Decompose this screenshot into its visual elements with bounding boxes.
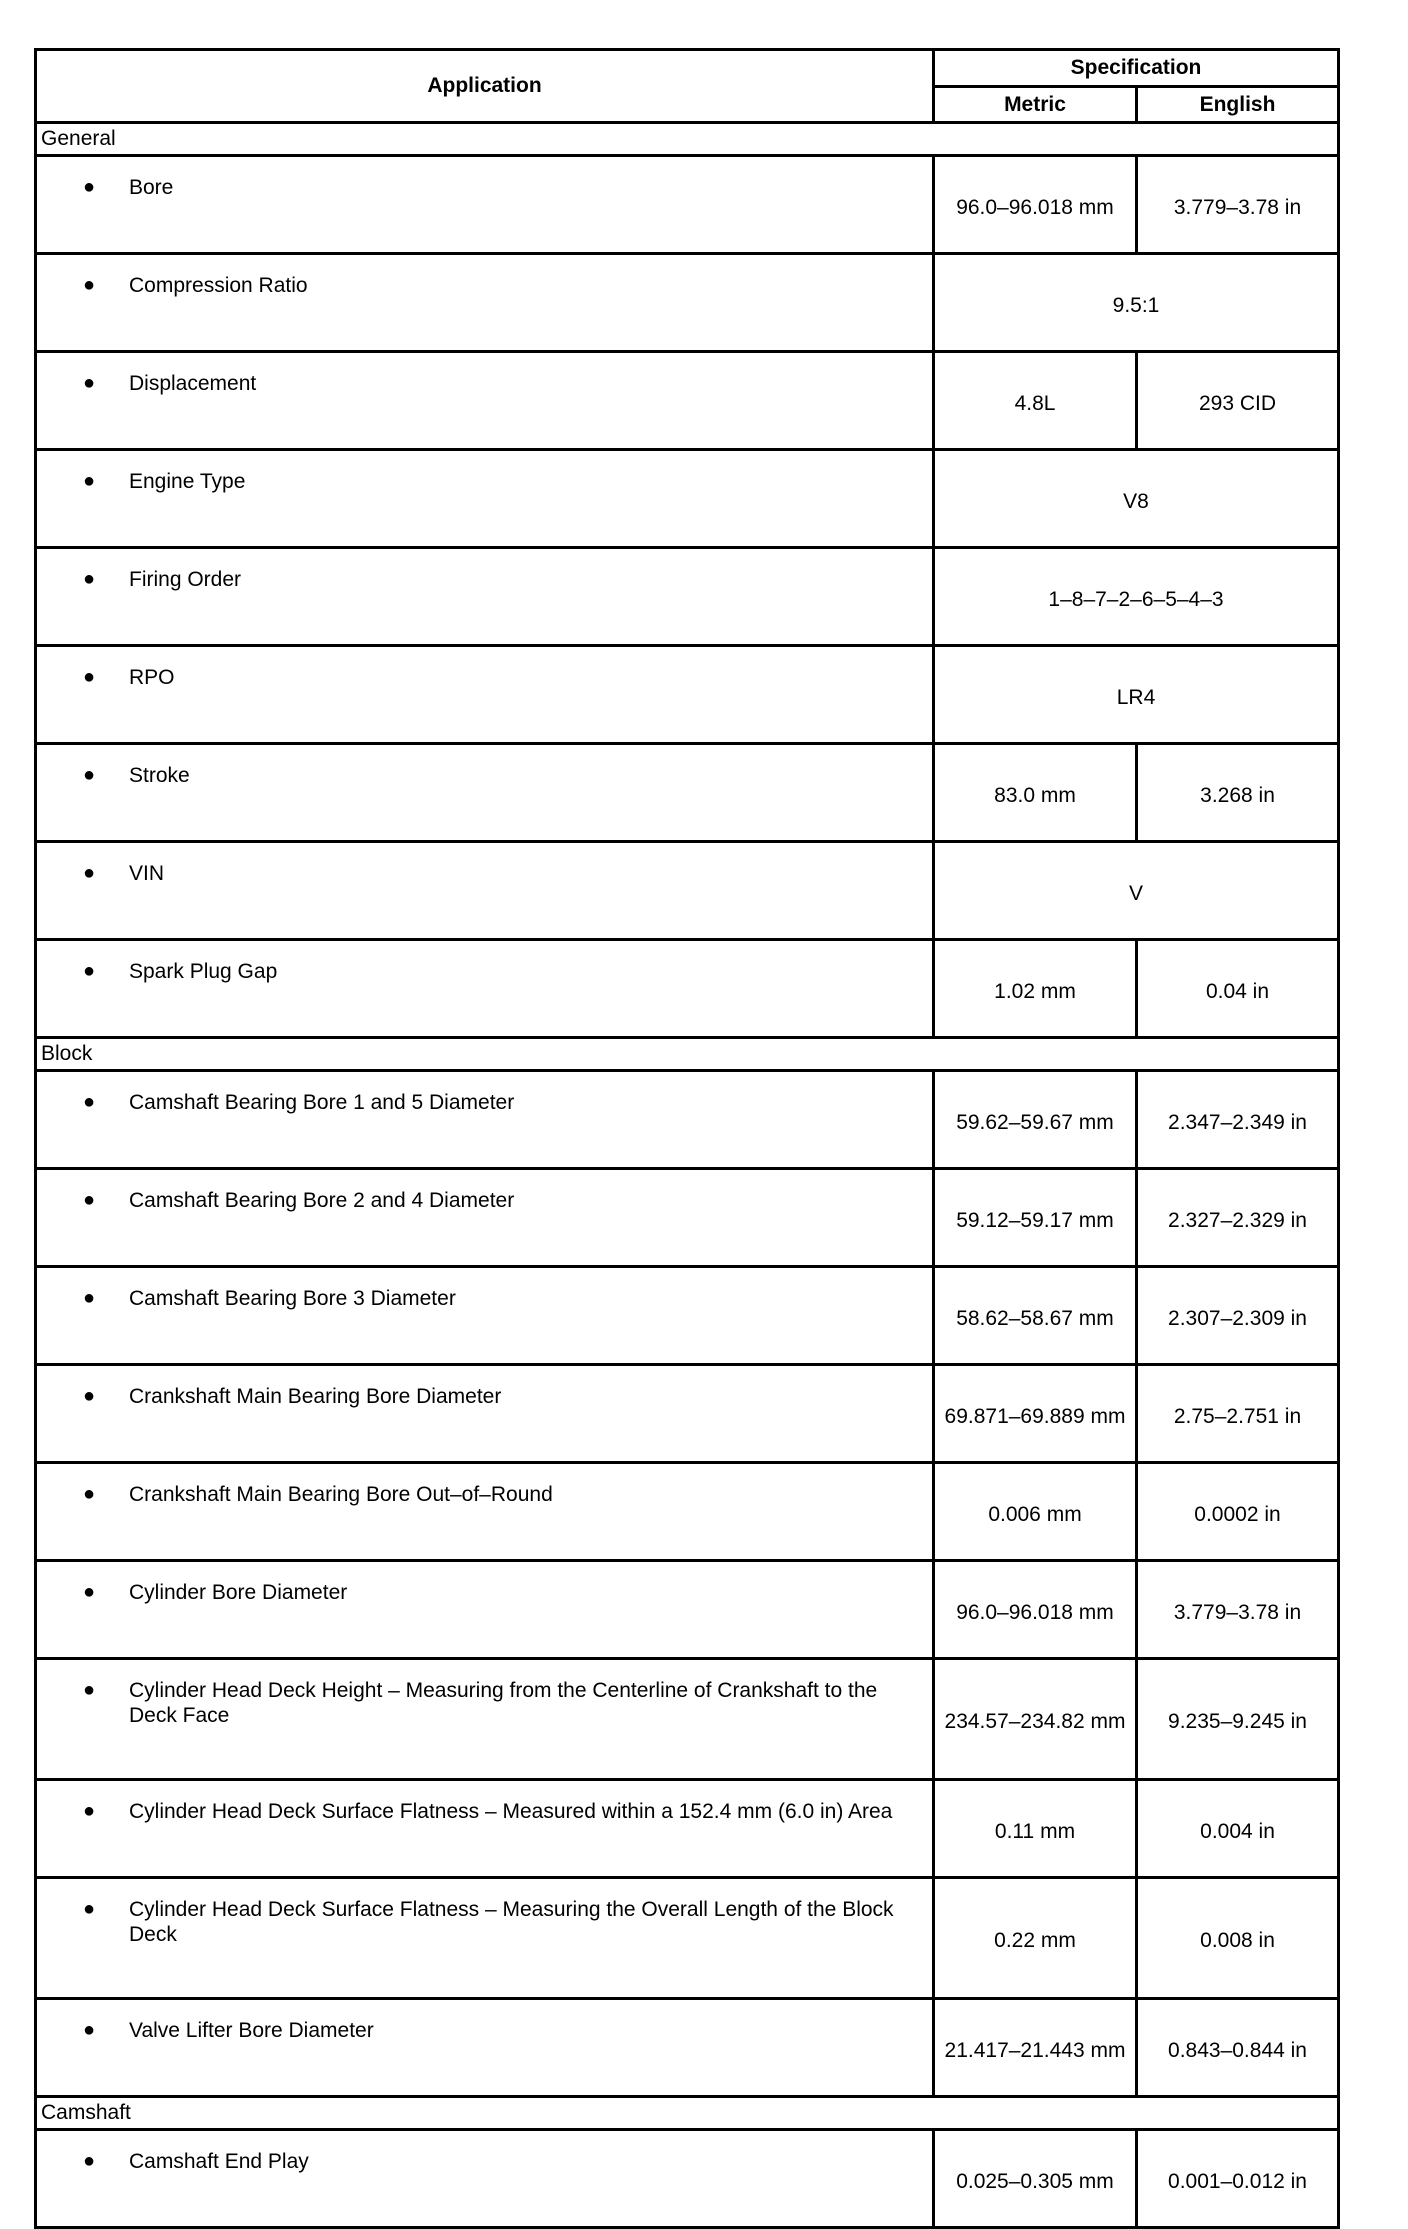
row-label: Cylinder Head Deck Surface Flatness – Measuring the Overall Length of the Block Deck xyxy=(129,1898,894,1946)
application-cell xyxy=(36,1071,934,1169)
row-label: RPO xyxy=(129,666,175,689)
application-cell xyxy=(36,1169,934,1267)
bullet-icon: ● xyxy=(83,2019,96,2041)
row-label: Cylinder Bore Diameter xyxy=(129,1581,348,1604)
bullet-icon: ● xyxy=(83,1800,96,1822)
section-block xyxy=(36,1038,1339,1071)
combined-value: 9.5:1 xyxy=(934,254,1339,352)
bullet-icon: ● xyxy=(83,1385,96,1407)
english-value: 0.843–0.844 in xyxy=(1137,1999,1339,2097)
table-row xyxy=(36,1267,1339,1365)
combined-value: V xyxy=(934,842,1339,940)
metric-value: 59.62–59.67 mm xyxy=(934,1071,1137,1169)
section-camshaft xyxy=(36,2097,1339,2130)
bullet-icon: ● xyxy=(83,862,96,884)
table-row xyxy=(36,1780,1339,1878)
metric-value: 96.0–96.018 mm xyxy=(934,156,1137,254)
english-header: English xyxy=(1137,87,1339,123)
row-label: Valve Lifter Bore Diameter xyxy=(129,2019,374,2042)
english-value: 3.268 in xyxy=(1137,744,1339,842)
english-value: 9.235–9.245 in xyxy=(1137,1659,1339,1780)
row-label: Camshaft Bearing Bore 2 and 4 Diameter xyxy=(129,1189,515,1212)
bullet-icon: ● xyxy=(83,274,96,296)
metric-value: 69.871–69.889 mm xyxy=(934,1365,1137,1463)
table-row xyxy=(36,1561,1339,1659)
application-cell xyxy=(36,352,934,450)
table-row xyxy=(36,744,1339,842)
application-cell xyxy=(36,1999,934,2097)
table-row xyxy=(36,548,1339,646)
row-label: Displacement xyxy=(129,372,257,395)
combined-value: 1–8–7–2–6–5–4–3 xyxy=(934,548,1339,646)
section-general xyxy=(36,123,1339,156)
table-row xyxy=(36,1463,1339,1561)
engine-spec-table xyxy=(34,48,1340,2229)
table-row xyxy=(36,1878,1339,1999)
table-row xyxy=(36,254,1339,352)
application-cell xyxy=(36,646,934,744)
combined-value: V8 xyxy=(934,450,1339,548)
section-title: Camshaft xyxy=(36,2097,1339,2130)
bullet-icon: ● xyxy=(83,1581,96,1603)
bullet-icon: ● xyxy=(83,666,96,688)
section-title: Block xyxy=(36,1038,1339,1071)
table-row xyxy=(36,1999,1339,2097)
row-label: Crankshaft Main Bearing Bore Diameter xyxy=(129,1385,502,1408)
row-label: Crankshaft Main Bearing Bore Out–of–Round xyxy=(129,1483,553,1506)
row-label: Camshaft Bearing Bore 1 and 5 Diameter xyxy=(129,1091,515,1114)
english-value: 0.004 in xyxy=(1137,1780,1339,1878)
row-label: Camshaft Bearing Bore 3 Diameter xyxy=(129,1287,456,1310)
bullet-icon: ● xyxy=(83,1091,96,1113)
metric-value: 21.417–21.443 mm xyxy=(934,1999,1137,2097)
metric-value: 0.11 mm xyxy=(934,1780,1137,1878)
english-value: 2.347–2.349 in xyxy=(1137,1071,1339,1169)
metric-value: 58.62–58.67 mm xyxy=(934,1267,1137,1365)
bullet-icon: ● xyxy=(83,1679,96,1701)
application-cell xyxy=(36,156,934,254)
row-label: Spark Plug Gap xyxy=(129,960,278,983)
bullet-icon: ● xyxy=(83,1189,96,1211)
metric-value: 0.006 mm xyxy=(934,1463,1137,1561)
metric-value: 83.0 mm xyxy=(934,744,1137,842)
english-value: 293 CID xyxy=(1137,352,1339,450)
table-row xyxy=(36,1169,1339,1267)
row-label: Cylinder Head Deck Height – Measuring from the Centerline of Crankshaft to the Deck Face xyxy=(129,1679,878,1727)
row-label: Stroke xyxy=(129,764,190,787)
specification-header: Specification xyxy=(934,50,1339,87)
metric-value: 0.025–0.305 mm xyxy=(934,2130,1137,2228)
application-cell xyxy=(36,2130,934,2228)
table-row xyxy=(36,450,1339,548)
application-cell xyxy=(36,744,934,842)
application-cell xyxy=(36,1267,934,1365)
bullet-icon: ● xyxy=(83,1483,96,1505)
bullet-icon: ● xyxy=(83,1287,96,1309)
row-label: Bore xyxy=(129,176,174,199)
metric-value: 0.22 mm xyxy=(934,1878,1137,1999)
english-value: 0.001–0.012 in xyxy=(1137,2130,1339,2228)
table-row xyxy=(36,842,1339,940)
table-row xyxy=(36,1071,1339,1169)
metric-value: 59.12–59.17 mm xyxy=(934,1169,1137,1267)
application-cell xyxy=(36,1878,934,1999)
table-row xyxy=(36,1659,1339,1780)
english-value: 0.008 in xyxy=(1137,1878,1339,1999)
combined-value: LR4 xyxy=(934,646,1339,744)
table-row xyxy=(36,646,1339,744)
bullet-icon: ● xyxy=(83,764,96,786)
application-cell xyxy=(36,450,934,548)
application-cell xyxy=(36,1365,934,1463)
bullet-icon: ● xyxy=(83,568,96,590)
application-cell xyxy=(36,1561,934,1659)
bullet-icon: ● xyxy=(83,1898,96,1920)
table-row xyxy=(36,940,1339,1038)
english-value: 2.307–2.309 in xyxy=(1137,1267,1339,1365)
row-label: Camshaft End Play xyxy=(129,2150,309,2173)
application-header: Application xyxy=(36,50,934,123)
metric-value: 234.57–234.82 mm xyxy=(934,1659,1137,1780)
application-cell xyxy=(36,254,934,352)
application-cell xyxy=(36,940,934,1038)
metric-value: 1.02 mm xyxy=(934,940,1137,1038)
application-cell xyxy=(36,842,934,940)
bullet-icon: ● xyxy=(83,176,96,198)
row-label: Engine Type xyxy=(129,470,246,493)
bullet-icon: ● xyxy=(83,470,96,492)
application-cell xyxy=(36,1780,934,1878)
english-value: 2.327–2.329 in xyxy=(1137,1169,1339,1267)
metric-value: 4.8L xyxy=(934,352,1137,450)
table-row xyxy=(36,156,1339,254)
english-value: 3.779–3.78 in xyxy=(1137,156,1339,254)
english-value: 0.04 in xyxy=(1137,940,1339,1038)
application-cell xyxy=(36,548,934,646)
row-label: Firing Order xyxy=(129,568,242,591)
english-value: 3.779–3.78 in xyxy=(1137,1561,1339,1659)
row-label: Cylinder Head Deck Surface Flatness – Measured within a 152.4 mm (6.0 in) Area xyxy=(129,1800,893,1823)
bullet-icon: ● xyxy=(83,2150,96,2172)
section-title: General xyxy=(36,123,1339,156)
bullet-icon: ● xyxy=(83,372,96,394)
table-row xyxy=(36,2130,1339,2228)
application-cell xyxy=(36,1463,934,1561)
row-label: VIN xyxy=(129,862,165,885)
english-value: 0.0002 in xyxy=(1137,1463,1339,1561)
metric-value: 96.0–96.018 mm xyxy=(934,1561,1137,1659)
row-label: Compression Ratio xyxy=(129,274,308,297)
bullet-icon: ● xyxy=(83,960,96,982)
application-cell xyxy=(36,1659,934,1780)
english-value: 2.75–2.751 in xyxy=(1137,1365,1339,1463)
table-row xyxy=(36,1365,1339,1463)
table-row xyxy=(36,352,1339,450)
metric-header: Metric xyxy=(934,87,1137,123)
